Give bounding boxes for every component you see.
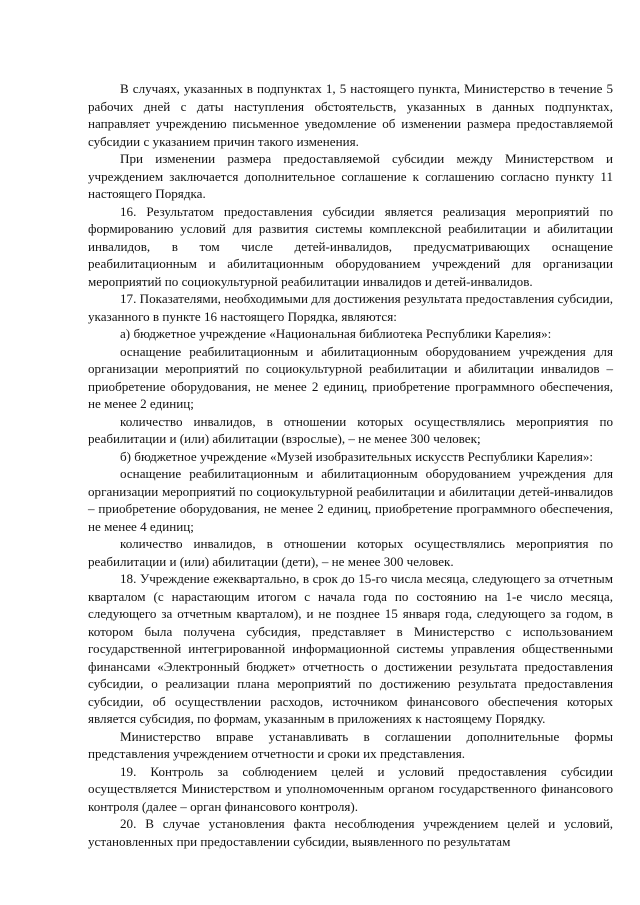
- paragraph: При изменении размера предоставляемой субсидии между Министерством и учреждением заключается дополнительное соглашение к соглашению согласно пункту 11 настоящего Порядка.: [88, 151, 613, 201]
- paragraph: а) бюджетное учреждение «Национальная библиотека Республики Карелия»:: [120, 326, 552, 341]
- paragraph: В случаях, указанных в подпунктах 1, 5 настоящего пункта, Министерство в течение 5 рабочих дней с даты наступления обстоятельств, указанных в данных подпунктах, направляет учреждению письменное уведомление об изменении размера предоставляемой субсидии с указанием причин такого изменения.: [88, 81, 613, 149]
- paragraph: оснащение реабилитационным и абилитационным оборудованием учреждения для организации мероприятий по социокультурной реабилитации и абилитации инвалидов – приобретение оборудования, не менее 2 единиц, приобретение программного обеспечения, не менее 2 единиц;: [88, 343, 613, 411]
- paragraph: 17. Показателями, необходимыми для достижения результата предоставления субсидии, указанного в пункте 16 настоящего Порядка, являются:: [88, 291, 613, 324]
- document-body: [88, 80, 613, 850]
- paragraph: б) бюджетное учреждение «Музей изобразительных искусств Республики Карелия»:: [120, 448, 594, 464]
- paragraph: количество инвалидов, в отношении которых осуществлялись мероприятия по реабилитации и (или) абилитации (взрослые), – не менее 300 человек;: [88, 413, 613, 446]
- paragraph: оснащение реабилитационным и абилитационным оборудованием учреждения для организации мероприятий по социокультурной реабилитации и абилитации детей-инвалидов – приобретение оборудования, не менее 2 единиц, приобретение программного обеспечения, не менее 4 единиц;: [88, 466, 613, 534]
- paragraph: 18. Учреждение ежеквартально, в срок до 15-го числа месяца, следующего за отчетным кварталом (с нарастающим итогом с начала года по состоянию на 1-е число месяца, следующего за отчетным кварталом), и не позднее 15 января года, следующего за годом, в котором была получена субсидия, представляет в Министерство с использованием государственной интегрированной информационной системы управления общественными финансами «Электронный бюджет» отчетность о достижении результата предоставления субсидии, о реализации плана мероприятий по достижению результата предоставления субсидии, об осуществлении расходов, источником финансового обеспечения которых является субсидия, по формам, указанным в приложениях к настоящему Порядку.: [88, 571, 613, 726]
- paragraph: количество инвалидов, в отношении которых осуществлялись мероприятия по реабилитации и (или) абилитации (дети), – не менее 300 человек.: [88, 536, 613, 569]
- paragraph: Министерство вправе устанавливать в соглашении дополнительные формы представления учреждением отчетности и сроки их представления.: [88, 728, 613, 761]
- paragraph: 20. В случае установления факта несоблюдения учреждением целей и условий, установленных при предоставлении субсидии, выявленного по результатам: [88, 816, 613, 849]
- paragraph: 19. Контроль за соблюдением целей и условий предоставления субсидии осуществляется Министерством и уполномоченным органом государственного финансового контроля (далее – орган финансового контроля).: [88, 763, 613, 814]
- paragraph: 16. Результатом предоставления субсидии является реализация мероприятий по формированию условий для развития системы комплексной реабилитации и абилитации инвалидов, в том числе детей-инвалидов, предусматривающих оснащение реабилитационным и абилитационным оборудованием учреждений для организации мероприятий по социокультурной реабилитации инвалидов и детей-инвалидов.: [88, 203, 613, 289]
